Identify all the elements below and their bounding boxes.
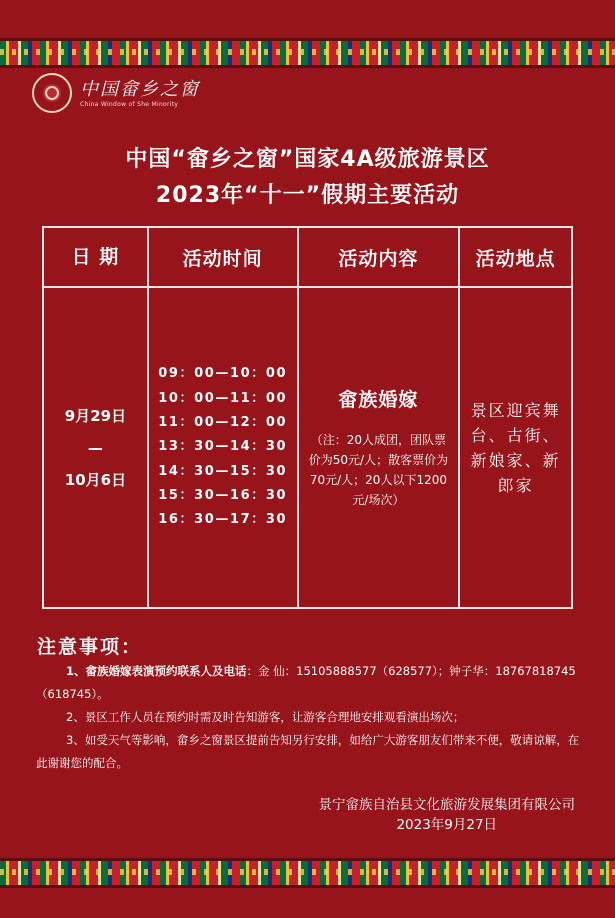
date-start: 9月29日: [64, 406, 127, 425]
note-1-text: ：金 仙：15105888577（628577）；钟子华：18767818745（618745）。: [36, 664, 576, 701]
time-slot: 14：30—15：30: [158, 463, 288, 479]
logo-text-en: China Window of She Minority: [80, 100, 179, 108]
signature-date: 2023年9月27日: [396, 817, 498, 833]
schedule-table: [42, 226, 573, 609]
page-title-line1: 中国“畲乡之窗”国家4A级旅游景区: [125, 147, 490, 172]
header-place: 活动地点: [459, 227, 572, 287]
note-item-1: [36, 660, 581, 706]
time-slot: 15：30—16：30: [158, 487, 288, 503]
date-cell: [43, 287, 148, 608]
time-slot: 09：00—10：00: [158, 366, 288, 382]
signature-org: 景宁畲族自治县文化旅游发展集团有限公司: [318, 797, 575, 813]
activity-name: 畲族婚嫁: [338, 389, 419, 411]
notes-list: [36, 660, 581, 775]
time-slot: 11：00—12：00: [158, 415, 288, 431]
table-header-row: [43, 227, 572, 287]
time-slot: 13：30—14：30: [158, 439, 288, 455]
time-slot: 16：30—17：30: [158, 512, 288, 528]
header-content: 活动内容: [298, 227, 460, 287]
table-row: [43, 287, 572, 608]
page-title-line2: 2023年“十一”假期主要活动: [155, 183, 460, 208]
logo-emblem-icon: [32, 73, 72, 113]
date-end: 10月6日: [64, 470, 127, 489]
notes-title: 注意事项：: [37, 636, 143, 658]
note-item-2: 2、景区工作人员在预约时需及时告知游客，让游客合理地安排观看演出场次；: [66, 710, 465, 724]
signature: [319, 795, 576, 835]
decorative-border-bottom: [0, 858, 615, 888]
place-cell: [459, 287, 572, 608]
content-cell: [298, 287, 460, 608]
header-time: 活动时间: [148, 227, 298, 287]
note-1-label: 1、畲族婚嫁表演预约联系人及电话: [66, 664, 247, 678]
time-cell: [148, 287, 298, 608]
note-item-3: 3、如受天气等影响，畲乡之窗景区提前告知另行安排，如给广大游客朋友们带来不便，敬请谅解，在此谢谢您的配合。: [36, 733, 580, 770]
activity-place: 景区迎宾舞台、古街、新娘家、新郎家: [470, 400, 561, 495]
logo: [32, 73, 200, 113]
decorative-border-top: [0, 38, 615, 68]
logo-text-cn: 中国畲乡之窗: [80, 78, 200, 100]
header-date: 日 期: [43, 227, 148, 287]
activity-note: （注：20人成团，团队票价为50元/人；散客票价为70元/人；20人以下1200元/场次）: [308, 433, 449, 507]
date-separator: —: [87, 438, 103, 457]
time-slot: 10：00—11：00: [158, 390, 288, 406]
